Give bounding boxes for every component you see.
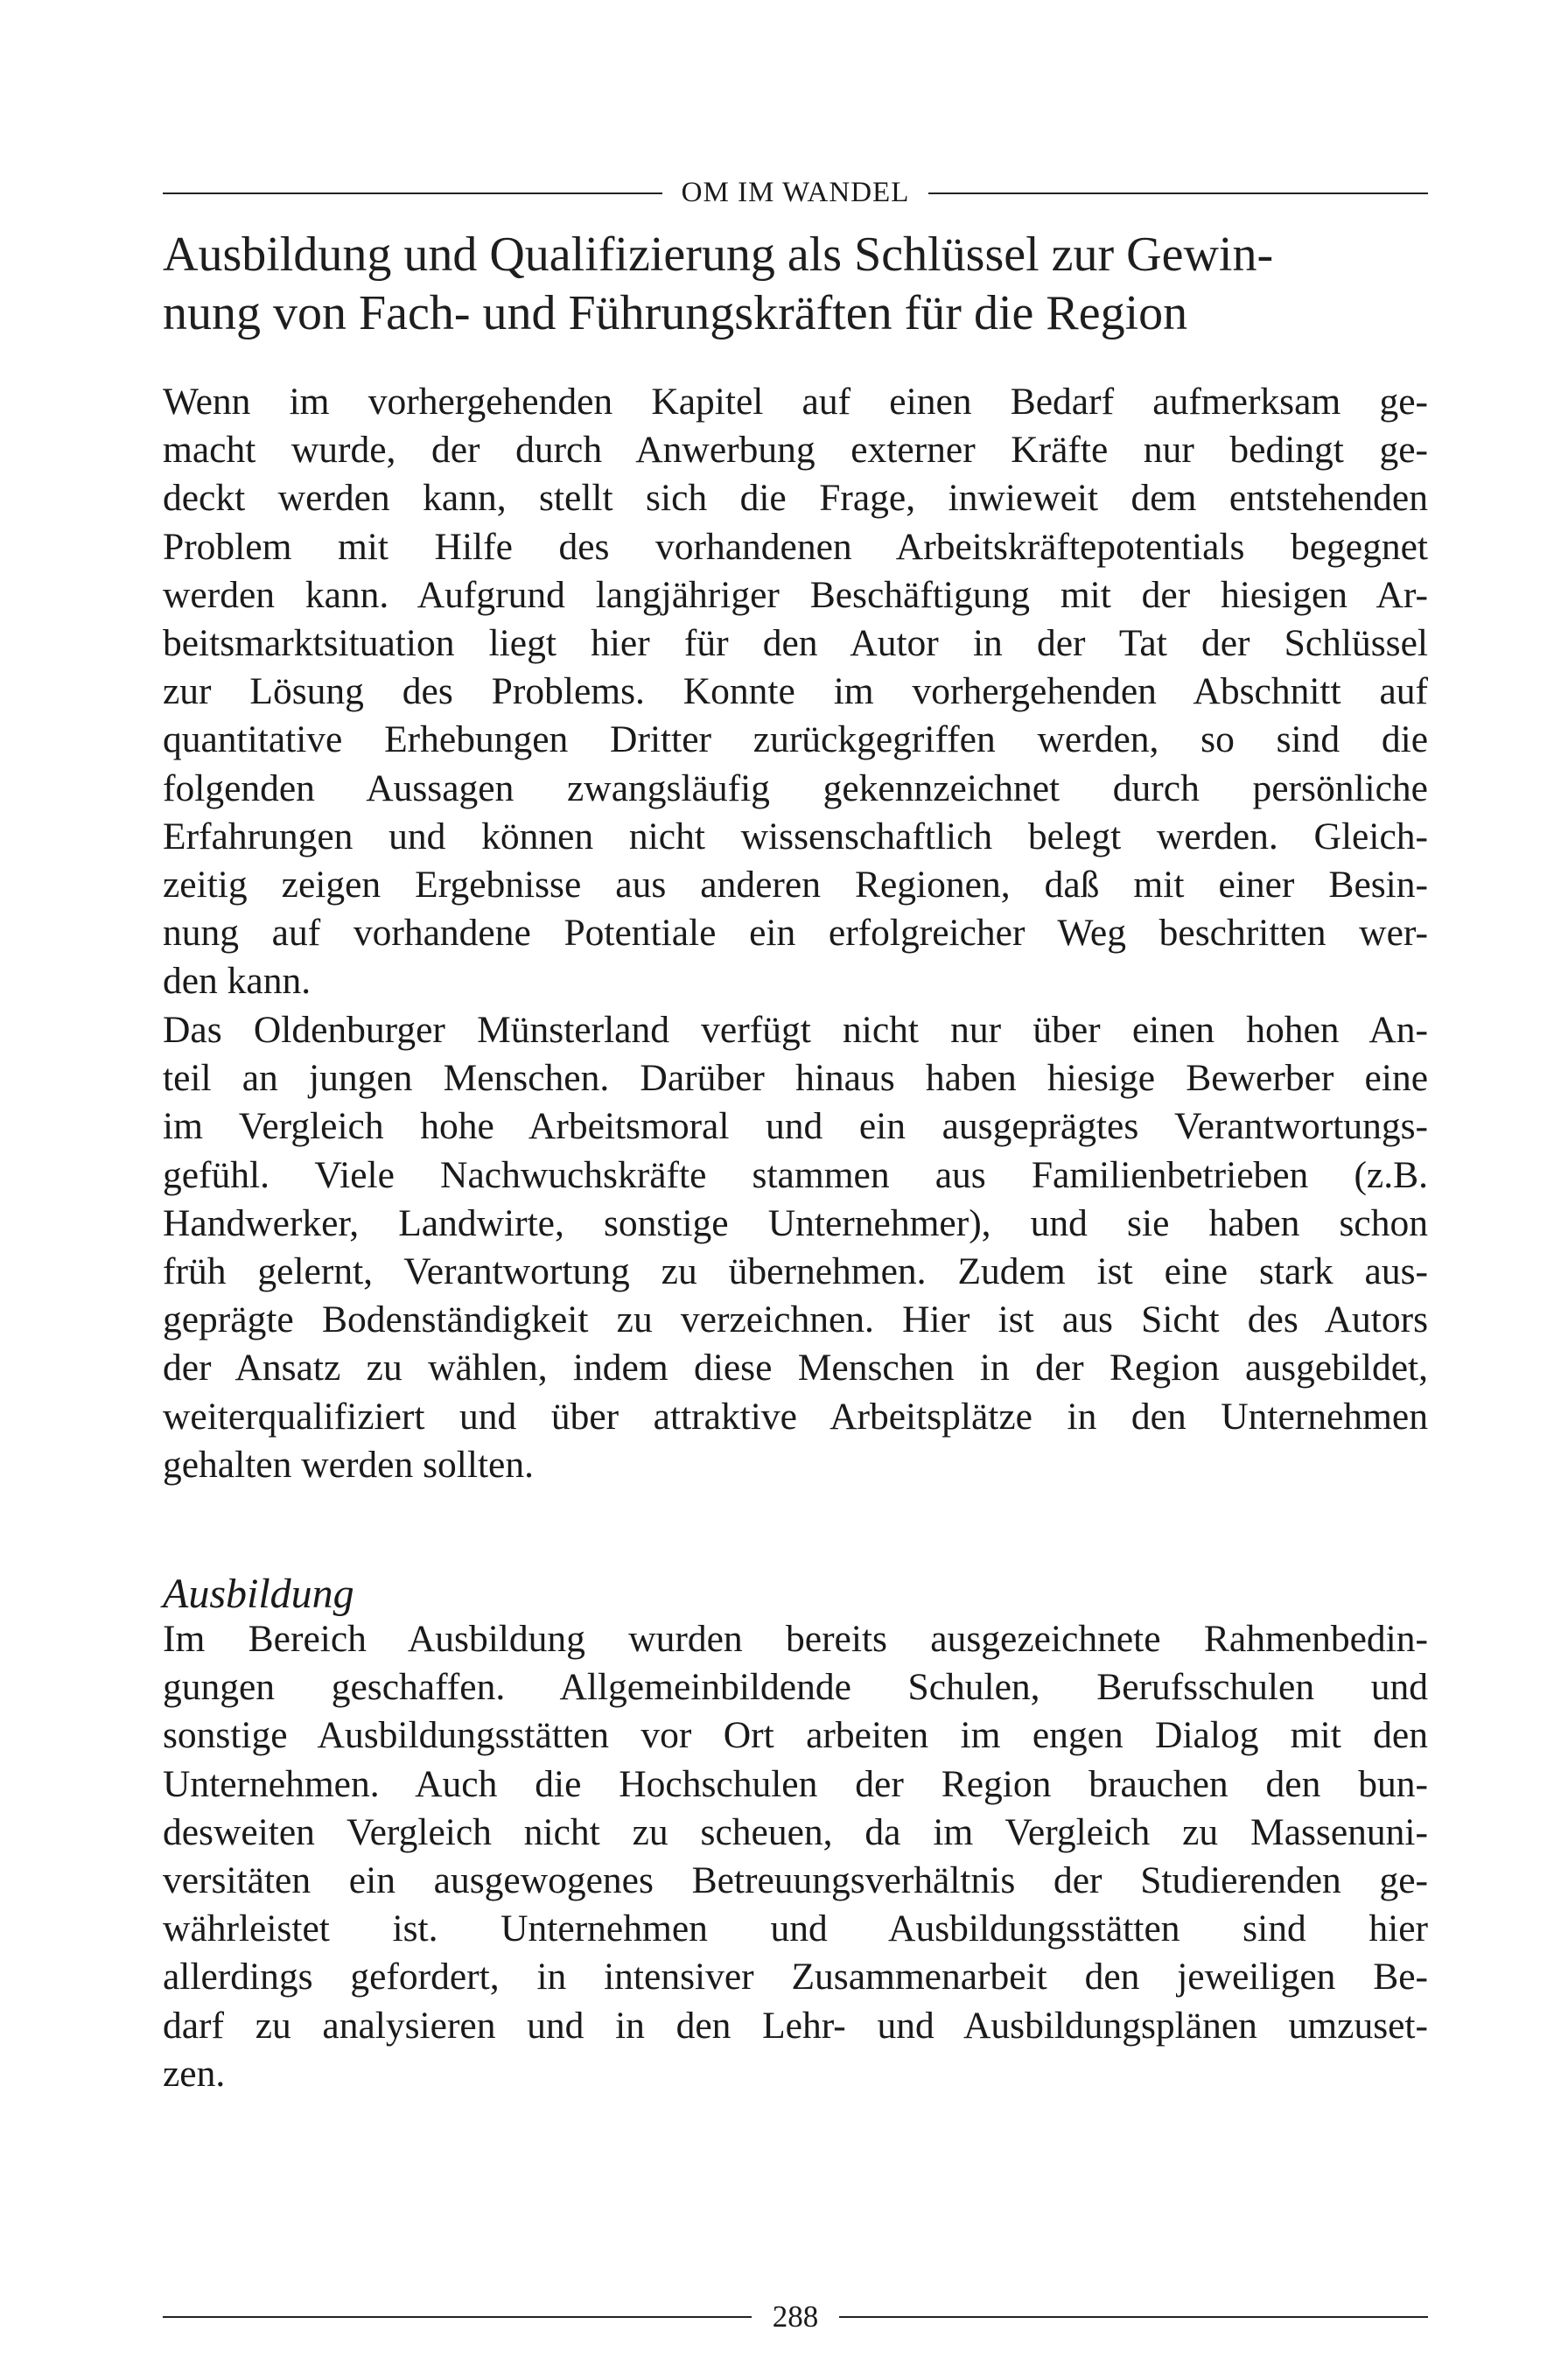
- text-line: Handwerker, Landwirte, sonstige Unternehmer), und sie haben schon: [163, 1201, 1428, 1244]
- text-line: gungen geschaffen. Allgemeinbildende Schulen, Berufsschulen und: [163, 1666, 1428, 1709]
- text-line: gehalten werden sollten.: [163, 1443, 534, 1486]
- text-line: macht wurde, der durch Anwerbung externer Kräfte nur bedingt ge-: [163, 429, 1428, 472]
- paragraph-2: [163, 1006, 1428, 1489]
- running-head-title: OM IM WANDEL: [681, 177, 910, 208]
- running-head-rule-left: [163, 192, 662, 194]
- text-line: weiterqualifiziert und über attraktive Arbeitsplätze in den Unternehmen: [163, 1395, 1428, 1438]
- text-line: der Ansatz zu wählen, indem diese Menschen in der Region ausgebildet,: [163, 1347, 1428, 1390]
- text-line: zur Lösung des Problems. Konnte im vorhergehenden Abschnitt auf: [163, 670, 1428, 713]
- text-line: deckt werden kann, stellt sich die Frage, inwieweit dem entstehenden: [163, 477, 1428, 520]
- text-line: versitäten ein ausgewogenes Betreuungsverhältnis der Studierenden ge-: [163, 1858, 1428, 1901]
- text-line: quantitative Erhebungen Dritter zurückgegriffen werden, so sind die: [163, 718, 1428, 761]
- text-line: sonstige Ausbildungsstätten vor Ort arbeiten im engen Dialog mit den: [163, 1714, 1428, 1757]
- text-line: im Vergleich hohe Arbeitsmoral und ein ausgeprägtes Verantwortungs-: [163, 1105, 1428, 1148]
- running-head-rule-right: [928, 192, 1428, 194]
- text-line: folgenden Aussagen zwangsläufig gekennzeichnet durch persönliche: [163, 766, 1428, 809]
- text-line: desweiten Vergleich nicht zu scheuen, da im Vergleich zu Massenuni-: [163, 1810, 1428, 1853]
- paragraph-3: [163, 1615, 1428, 2098]
- text-line: Im Bereich Ausbildung wurden bereits ausgezeichnete Rahmenbedin-: [163, 1618, 1428, 1660]
- text-line: währleistet ist. Unternehmen und Ausbildungsstätten sind hier: [163, 1908, 1428, 1950]
- paragraph-1: [163, 378, 1428, 1005]
- text-line: nung auf vorhandene Potentiale ein erfolgreicher Weg beschritten wer-: [163, 912, 1428, 955]
- text-line: zen.: [163, 2052, 226, 2095]
- text-line: allerdings gefordert, in intensiver Zusammenarbeit den jeweiligen Be-: [163, 1956, 1428, 1998]
- chapter-title: [163, 226, 1428, 343]
- chapter-title-line: nung von Fach- und Führungskräften für die Region: [163, 286, 1188, 340]
- text-line: werden kann. Aufgrund langjähriger Beschäftigung mit der hiesigen Ar-: [163, 573, 1428, 616]
- text-line: geprägte Bodenständigkeit zu verzeichnen. Hier ist aus Sicht des Autors: [163, 1298, 1428, 1341]
- text-line: Problem mit Hilfe des vorhandenen Arbeitskräftepotentials begegnet: [163, 525, 1428, 568]
- text-line: darf zu analysieren und in den Lehr- und Ausbildungsplänen umzuset-: [163, 2004, 1428, 2047]
- text-line: Erfahrungen und können nicht wissenschaftlich belegt werden. Gleich-: [163, 815, 1428, 858]
- text-line: beitsmarktsituation liegt hier für den Autor in der Tat der Schlüssel: [163, 621, 1428, 664]
- text-line: teil an jungen Menschen. Darüber hinaus haben hiesige Bewerber eine: [163, 1057, 1428, 1100]
- text-line: den kann.: [163, 960, 312, 1003]
- chapter-title-line: Ausbildung und Qualifizierung als Schlüssel zur Gewin-: [163, 228, 1274, 282]
- page-footer: [163, 2301, 1428, 2332]
- text-line: Unternehmen. Auch die Hochschulen der Region brauchen den bun-: [163, 1762, 1428, 1805]
- footer-rule-left: [163, 2316, 752, 2318]
- page-number: 288: [772, 2300, 819, 2334]
- text-line: früh gelernt, Verantwortung zu übernehmen. Zudem ist eine stark aus-: [163, 1250, 1428, 1292]
- book-page: [163, 166, 1428, 2334]
- text-line: Wenn im vorhergehenden Kapitel auf einen Bedarf aufmerksam ge-: [163, 381, 1428, 423]
- running-head: [163, 178, 1428, 207]
- footer-rule-right: [839, 2316, 1428, 2318]
- text-line: Das Oldenburger Münsterland verfügt nicht nur über einen hohen An-: [163, 1009, 1428, 1051]
- text-line: zeitig zeigen Ergebnisse aus anderen Regionen, daß mit einer Besin-: [163, 863, 1428, 906]
- section-heading: Ausbildung: [163, 1571, 354, 1617]
- text-line: gefühl. Viele Nachwuchskräfte stammen aus Familienbetrieben (z.B.: [163, 1153, 1428, 1196]
